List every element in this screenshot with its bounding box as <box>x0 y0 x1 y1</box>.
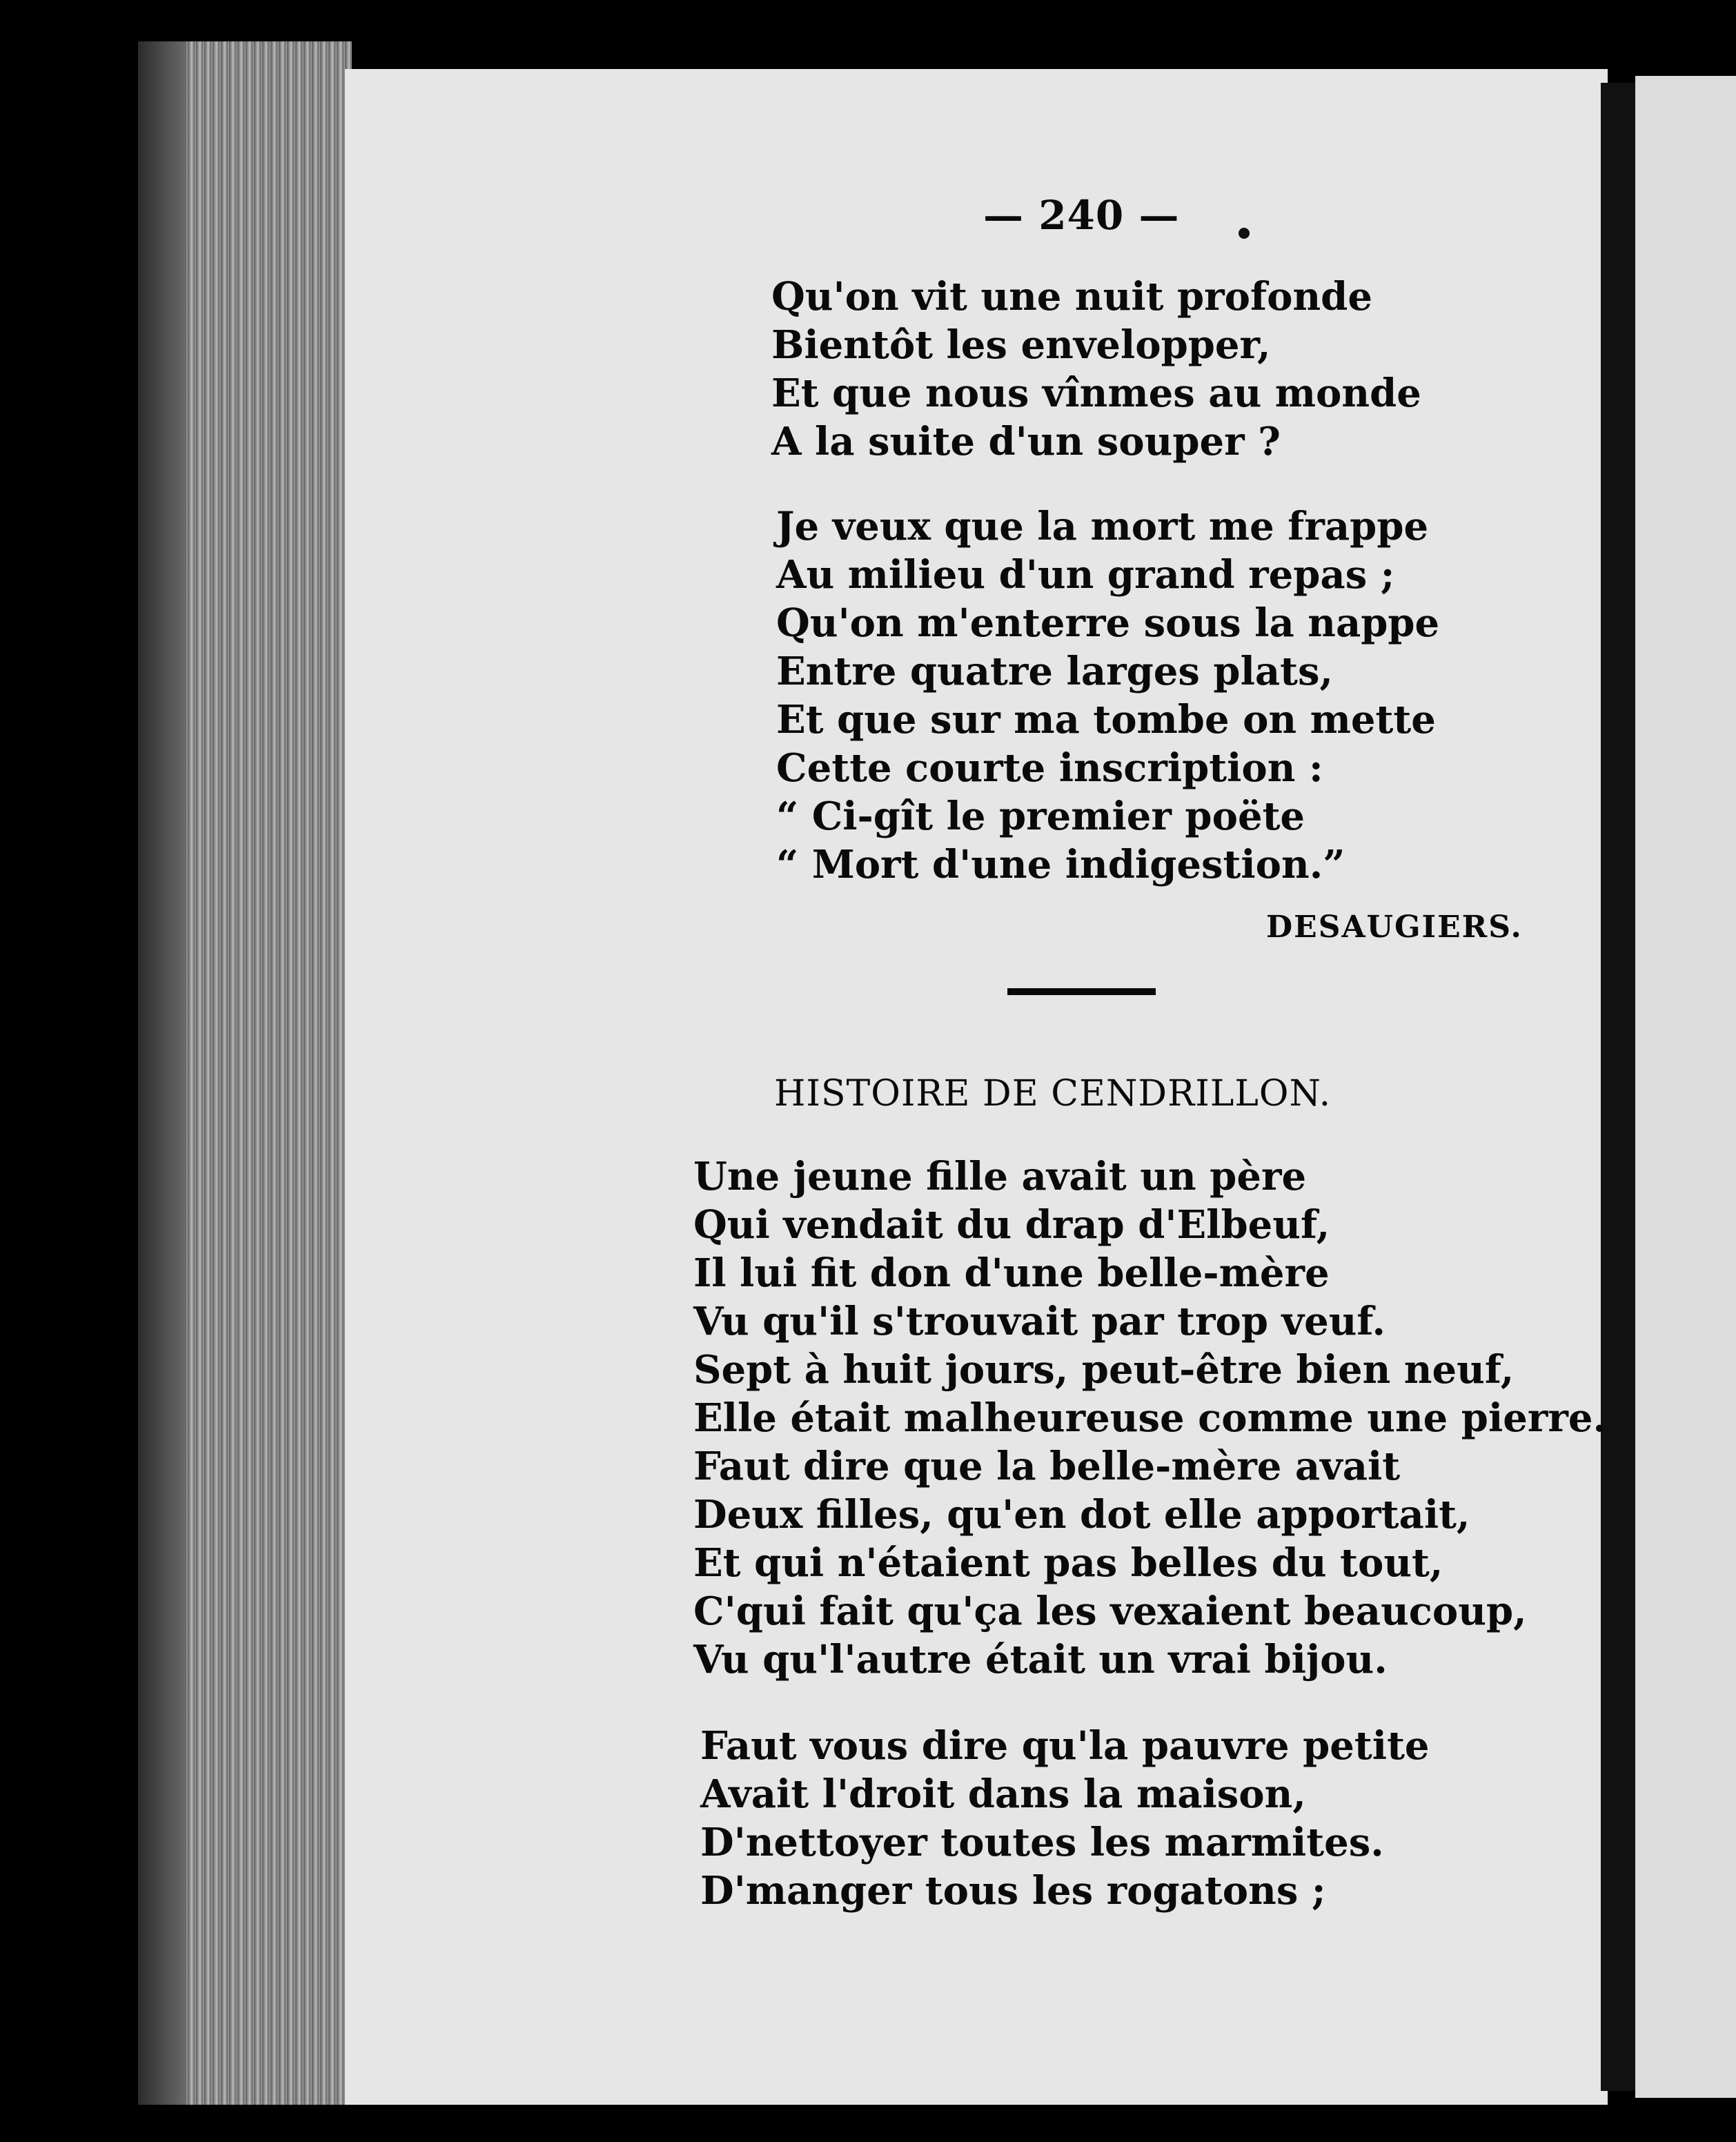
page-number: — 240 — <box>983 192 1180 239</box>
verse-line: C'qui fait qu'ça les vexaient beaucoup, <box>693 1589 1527 1634</box>
verse-line: Qui vendait du drap d'Elbeuf, <box>693 1202 1330 1248</box>
verse-line: Qu'on m'enterre sous la nappe <box>776 600 1440 646</box>
verse-line: Une jeune fille avait un père <box>693 1154 1307 1199</box>
poem-title: HISTOIRE DE CENDRILLON. <box>774 1073 1332 1114</box>
stanza-1 <box>771 273 1421 466</box>
verse-line: Et que sur ma tombe on mette <box>776 697 1436 743</box>
facing-page-edge <box>1635 76 1736 2098</box>
book-gutter <box>1601 83 1635 2091</box>
verse-line: Faut dire que la belle-mère avait <box>693 1444 1401 1489</box>
verse-line: Au milieu d'un grand repas ; <box>776 552 1395 598</box>
verse-line: D'nettoyer toutes les marmites. <box>700 1820 1384 1865</box>
verse-line: Vu qu'l'autre était un vrai bijou. <box>693 1637 1388 1682</box>
book-edge-shadow <box>138 41 186 2105</box>
verse-line: Il lui fit don d'une belle-mère <box>693 1250 1330 1296</box>
verse-line: Elle était malheureuse comme une pierre. <box>693 1395 1606 1441</box>
verse-line: Bientôt les envelopper, <box>771 322 1271 368</box>
verse-line: D'manger tous les rogatons ; <box>700 1868 1326 1914</box>
verse-line: Sept à huit jours, peut-être bien neuf, <box>693 1347 1515 1393</box>
verse-line: Faut vous dire qu'la pauvre petite <box>700 1723 1430 1769</box>
stanza-3 <box>693 1152 1606 1684</box>
verse-line: “ Ci-gît le premier poëte <box>776 794 1305 839</box>
verse-line: Qu'on vit une nuit profonde <box>771 274 1372 320</box>
verse-line: A la suite d'un souper ? <box>771 419 1281 464</box>
verse-line: Cette courte inscription : <box>776 745 1323 791</box>
stanza-4 <box>700 1722 1430 1915</box>
verse-line: Et qui n'étaient pas belles du tout, <box>693 1540 1443 1586</box>
ink-dot <box>1239 228 1250 239</box>
verse-line: “ Mort d'une indigestion.” <box>776 842 1345 887</box>
stanza-2 <box>776 502 1439 889</box>
verse-line: Entre quatre larges plats, <box>776 649 1334 694</box>
verse-line: Vu qu'il s'trouvait par trop veuf. <box>693 1299 1385 1344</box>
verse-line: Avait l'droit dans la maison, <box>700 1771 1306 1817</box>
verse-line: Je veux que la mort me frappe <box>776 504 1429 549</box>
poem-author: DESAUGIERS. <box>1266 910 1523 945</box>
verse-line: Et que nous vînmes au monde <box>771 371 1421 416</box>
section-divider <box>1007 988 1156 995</box>
verse-line: Deux filles, qu'en dot elle apportait, <box>693 1492 1470 1537</box>
